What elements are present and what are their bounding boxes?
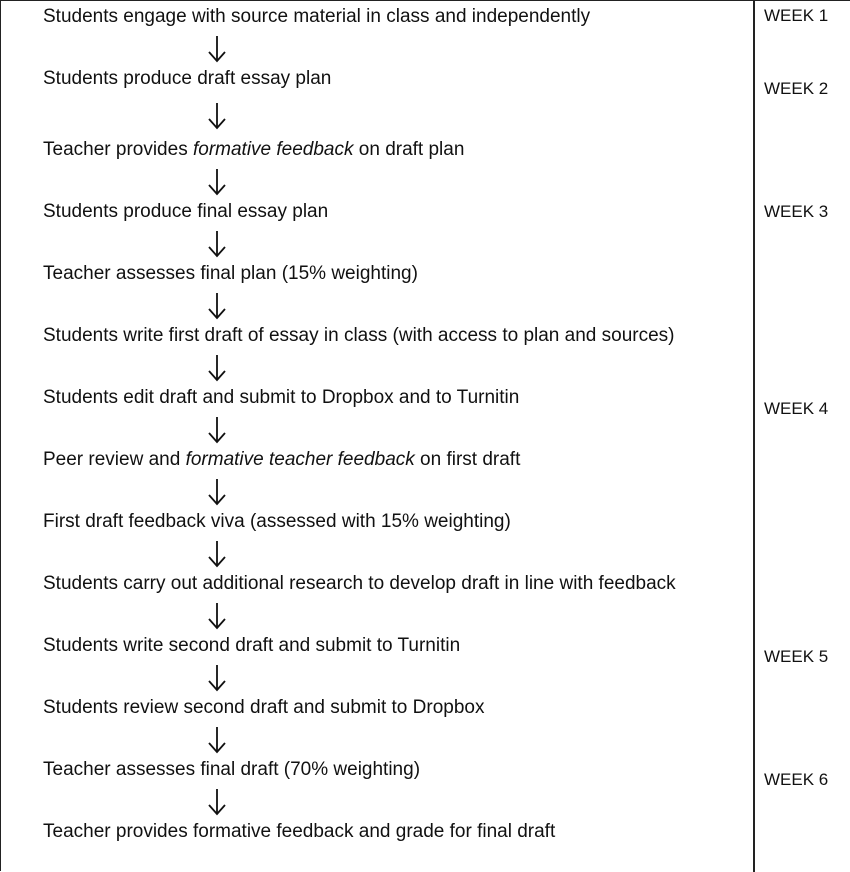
flow-step bbox=[43, 67, 331, 91]
flow-step bbox=[43, 820, 555, 844]
step-text: Students write first draft of essay in class (with access to plan and sources) bbox=[43, 325, 675, 346]
week-label: WEEK 6 bbox=[764, 770, 829, 789]
flow-step bbox=[43, 634, 460, 658]
down-arrow-icon bbox=[205, 34, 229, 64]
step-text: on draft plan bbox=[353, 139, 465, 160]
step-text: Students engage with source material in class and independently bbox=[43, 6, 591, 27]
week-label: WEEK 2 bbox=[764, 79, 829, 98]
down-arrow-icon bbox=[205, 477, 229, 507]
step-text: on first draft bbox=[414, 449, 521, 470]
step-text-italic: formative feedback bbox=[192, 139, 354, 160]
flow-step bbox=[43, 758, 420, 782]
week-label: WEEK 5 bbox=[764, 647, 829, 666]
step-text: Students produce final essay plan bbox=[43, 201, 329, 222]
flow-step bbox=[43, 386, 519, 410]
step-text: Teacher provides bbox=[43, 139, 193, 160]
down-arrow-icon bbox=[205, 229, 229, 259]
flow-step bbox=[43, 5, 590, 29]
down-arrow-icon bbox=[205, 353, 229, 383]
down-arrow-icon bbox=[205, 663, 229, 693]
flow-step bbox=[43, 448, 520, 472]
step-text: Students write second draft and submit to Turnitin bbox=[43, 635, 461, 656]
step-text: Teacher provides formative feedback and grade for final draft bbox=[43, 821, 556, 842]
step-text: Students edit draft and submit to Dropbox and to Turnitin bbox=[43, 387, 520, 408]
flow-step bbox=[43, 200, 328, 224]
down-arrow-icon bbox=[205, 415, 229, 445]
flow-step bbox=[43, 572, 676, 596]
flow-step bbox=[43, 510, 511, 534]
week-label: WEEK 4 bbox=[764, 399, 829, 418]
down-arrow-icon bbox=[205, 291, 229, 321]
down-arrow-icon bbox=[205, 167, 229, 197]
down-arrow-icon bbox=[205, 725, 229, 755]
week-label: WEEK 1 bbox=[764, 6, 829, 25]
down-arrow-icon bbox=[205, 601, 229, 631]
step-text: Students produce draft essay plan bbox=[43, 68, 332, 89]
flow-step bbox=[43, 138, 464, 162]
flow-step bbox=[43, 324, 675, 348]
down-arrow-icon bbox=[205, 101, 229, 131]
flow-step bbox=[43, 696, 484, 720]
step-text-italic: formative teacher feedback bbox=[185, 449, 415, 470]
step-text: Teacher assesses final plan (15% weighting) bbox=[43, 263, 418, 284]
down-arrow-icon bbox=[205, 539, 229, 569]
step-text: First draft feedback viva (assessed with 15% weighting) bbox=[43, 511, 511, 532]
step-text: Teacher assesses final draft (70% weighting) bbox=[43, 759, 421, 780]
step-text: Peer review and bbox=[43, 449, 186, 470]
flow-step bbox=[43, 262, 418, 286]
step-text: Students review second draft and submit to Dropbox bbox=[43, 697, 485, 718]
down-arrow-icon bbox=[205, 787, 229, 817]
step-text: Students carry out additional research to develop draft in line with feedback bbox=[43, 573, 676, 594]
week-label: WEEK 3 bbox=[764, 202, 829, 221]
column-divider bbox=[753, 1, 755, 872]
